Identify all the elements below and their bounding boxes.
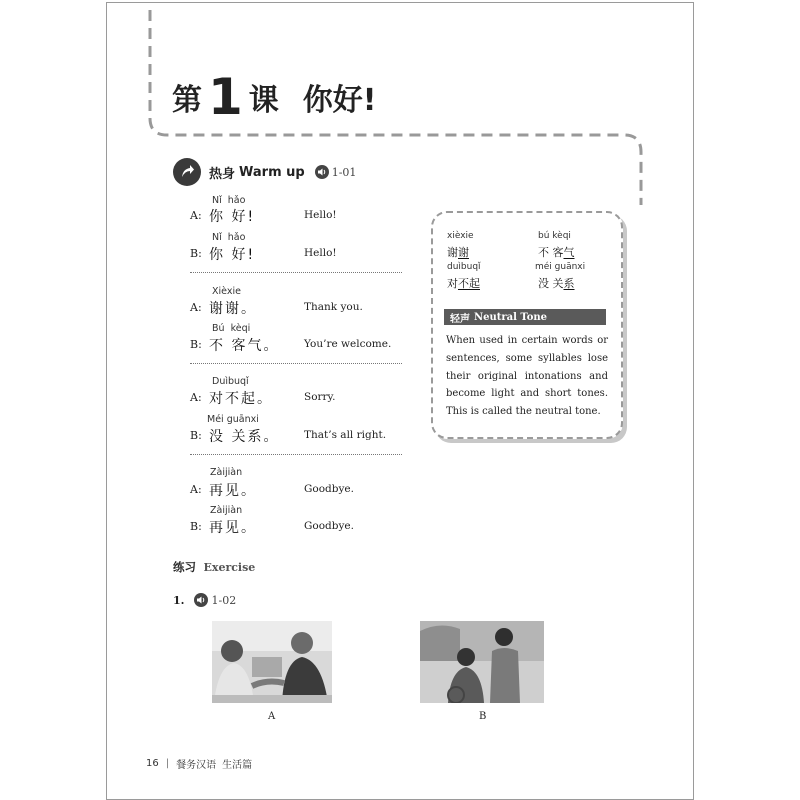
exercise-item xyxy=(173,593,236,607)
footer-separator: | xyxy=(165,758,170,769)
book-title: 餐务汉语 xyxy=(176,760,217,771)
photo-label-b: B xyxy=(479,711,487,722)
dialogue-hanzi: 对不起。 xyxy=(209,391,273,407)
warmup-header xyxy=(173,158,356,186)
dialogue-divider xyxy=(190,272,402,273)
warmup-audio[interactable] xyxy=(315,165,357,179)
neutral-tone-heading xyxy=(444,309,606,325)
lesson-title xyxy=(172,68,376,126)
neutral-tone-heading-en: Neutral Tone xyxy=(474,311,548,323)
exercise-title-zh: 练习 xyxy=(173,560,196,574)
dialogue-english: Goodbye. xyxy=(304,520,354,532)
dialogue-english: That’s all right. xyxy=(304,429,387,441)
dialogue-hanzi: 不 客气。 xyxy=(209,338,280,354)
dialogue-hanzi: 没 关系。 xyxy=(209,429,280,445)
dialogue-speaker: A: xyxy=(190,483,202,496)
tone-example-pinyin: xièxie xyxy=(447,231,474,241)
dialogue-pinyin: Zàijiàn xyxy=(210,505,243,516)
lesson-number: 1 xyxy=(208,68,243,126)
page-footer xyxy=(146,756,252,771)
speaker-icon xyxy=(194,593,208,607)
dialogue-pinyin: Nǐ hǎo xyxy=(212,195,246,206)
dialogue-divider xyxy=(190,363,402,364)
tone-example-hanzi: 对不起 xyxy=(447,277,480,290)
dialogue-english: Goodbye. xyxy=(304,483,354,495)
tone-example-hanzi: 没 关系 xyxy=(538,277,575,290)
neutral-tone-explanation: When used in certain words or sentences, some syllables lose their original intonations and become light and short tones. This is called the neutral tone. xyxy=(446,335,608,418)
neutral-tone-heading-zh: 轻声 xyxy=(450,313,470,325)
dialogue-pinyin: Bú kèqi xyxy=(212,323,251,334)
dialogue-speaker: B: xyxy=(190,520,202,533)
photo-label-a: A xyxy=(268,711,276,722)
photo-street-meeting xyxy=(420,621,544,703)
dialogue-english: Sorry. xyxy=(304,391,336,403)
exercise-item-number: 1. xyxy=(173,593,185,607)
tone-example-pinyin: bú kèqi xyxy=(538,231,571,241)
photo-handshake xyxy=(212,621,332,703)
dialogue-pinyin: Méi guānxi xyxy=(207,414,259,425)
exercise-header xyxy=(173,559,255,575)
dialogue-hanzi: 你 好! xyxy=(209,247,256,263)
dialogue-pinyin: Xièxie xyxy=(212,286,241,297)
dialogue-pinyin: Duìbuqǐ xyxy=(212,376,249,387)
warmup-title-zh: 热身 xyxy=(209,166,236,182)
dialogue-speaker: A: xyxy=(190,391,202,404)
lesson-prefix: 第 xyxy=(172,83,202,118)
dialogue-english: Hello! xyxy=(304,209,337,221)
warmup-audio-track: 1-01 xyxy=(331,165,357,179)
page-number: 16 xyxy=(146,758,159,769)
warmup-title-en: Warm up xyxy=(239,164,305,180)
dialogue-divider xyxy=(190,454,402,455)
tone-example-hanzi: 不 客气 xyxy=(538,246,575,259)
dialogue-english: Hello! xyxy=(304,247,337,259)
tone-example-pinyin: duìbuqǐ xyxy=(447,262,481,272)
dialogue-english: Thank you. xyxy=(304,301,363,313)
dialogue-english: You’re welcome. xyxy=(304,338,392,350)
exercise-audio[interactable] xyxy=(194,593,236,607)
dialogue-hanzi: 再见。 xyxy=(209,483,257,499)
tone-example-pinyin: méi guānxi xyxy=(535,262,586,272)
tone-example-hanzi: 谢谢 xyxy=(447,246,469,259)
dialogue-speaker: B: xyxy=(190,338,202,351)
dialogue-speaker: A: xyxy=(190,301,202,314)
dialogue-speaker: B: xyxy=(190,429,202,442)
dialogue-pinyin: Zàijiàn xyxy=(210,467,243,478)
exercise-audio-track: 1-02 xyxy=(211,593,237,607)
dialogue-speaker: B: xyxy=(190,247,202,260)
exercise-title-en: Exercise xyxy=(203,561,256,574)
speaker-icon xyxy=(315,165,329,179)
dialogue-hanzi: 你 好! xyxy=(209,209,256,225)
dialogue-pinyin: Nǐ hǎo xyxy=(212,232,246,243)
book-volume: 生活篇 xyxy=(222,760,253,771)
warm-up-arrow-icon xyxy=(173,158,201,186)
lesson-name: 你好! xyxy=(302,83,377,118)
dialogue-speaker: A: xyxy=(190,209,202,222)
lesson-suffix: 课 xyxy=(248,83,279,118)
dialogue-hanzi: 谢谢。 xyxy=(209,301,257,317)
dialogue-hanzi: 再见。 xyxy=(209,520,257,536)
